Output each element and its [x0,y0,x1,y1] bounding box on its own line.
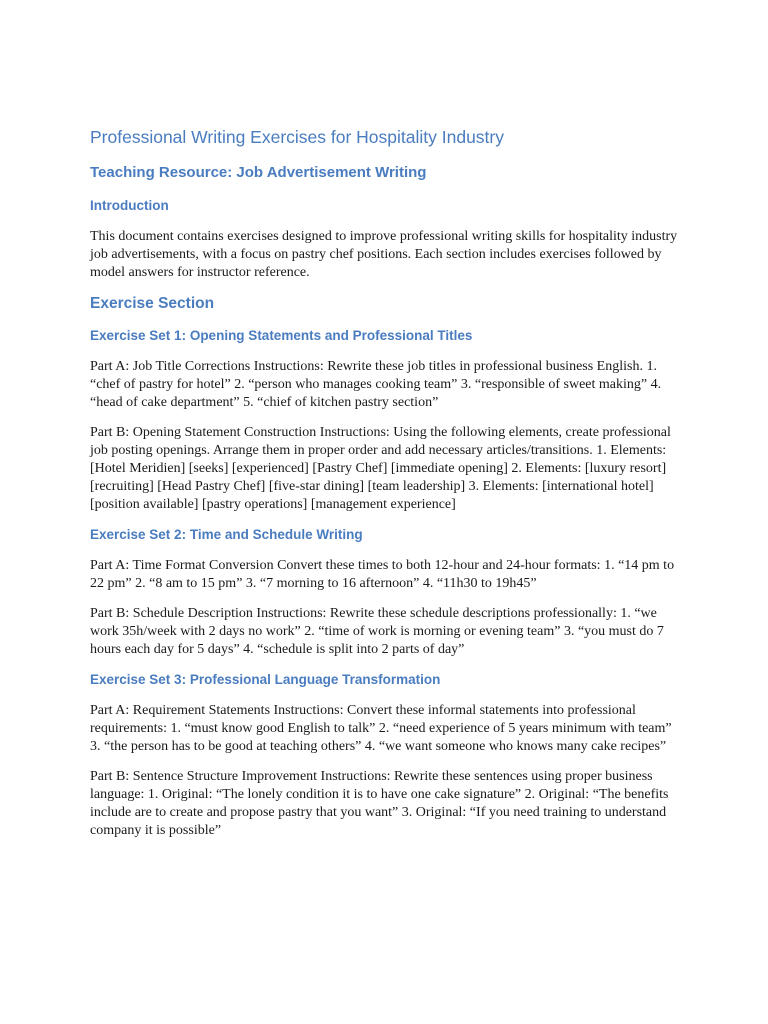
exercise-set-3-part-b: Part B: Sentence Structure Improvement Instructions: Rewrite these sentences using proper business language: 1. Original: “The lonely condition it is to have one cake signature” 2. Original: “The benefits include are to create and propose pastry that you want” 3. Original: “If you need training to understand company it is possible” [90,769,669,838]
document-title: Professional Writing Exercises for Hospitality Industry [90,127,504,147]
exercise-set-1-part-b: Part B: Opening Statement Construction Instructions: Using the following elements, create professional job posting openings. Arrange them in proper order and add necessary articles/transitions. 1. Elements: [Hotel Meridien] [seeks] [experienced] [Pastry Chef] [immediate opening] 2. Elements: [luxury resort] [recruiting] [Head Pastry Chef] [five-star dining] [team leadership] 3. Elements: [international hotel] [position available] [pastry operations] [management experience] [90,425,671,512]
exercise-set-3-heading: Exercise Set 3: Professional Language Transformation [90,672,441,687]
exercise-section-heading: Exercise Section [90,295,215,312]
exercise-set-1-heading: Exercise Set 1: Opening Statements and Professional Titles [90,328,473,343]
exercise-set-3-part-a: Part A: Requirement Statements Instructions: Convert these informal statements into professional requirements: 1. “must know good English to talk” 2. “need experience of 5 years minimum with team” 3. “the person has to be good at teaching others” 4. “we want someone who knows many cake recipes” [90,703,672,754]
introduction-heading: Introduction [90,198,169,213]
document-subtitle: Teaching Resource: Job Advertisement Writing [90,164,427,181]
exercise-set-1-part-a: Part A: Job Title Corrections Instructions: Rewrite these job titles in professional business English. 1. “chef of pastry for hotel” 2. “person who manages cooking team” 3. “responsible of sweet making” 4. “head of cake department” 5. “chief of kitchen pastry section” [90,359,662,410]
exercise-set-2-part-b: Part B: Schedule Description Instructions: Rewrite these schedule descriptions professionally: 1. “we work 35h/week with 2 days no work” 2. “time of work is morning or evening team” 3. “you must do 7 hours each day for 5 days” 4. “schedule is split into 2 parts of day” [90,606,664,657]
exercise-set-2-heading: Exercise Set 2: Time and Schedule Writing [90,527,363,542]
exercise-set-2-part-a: Part A: Time Format Conversion Convert these times to both 12-hour and 24-hour formats: 1. “14 pm to 22 pm” 2. “8 am to 15 pm” 3. “7 morning to 16 afternoon” 4. “11h30 to 19h45” [90,558,675,591]
document-page [90,126,682,852]
introduction-paragraph: This document contains exercises designed to improve professional writing skills for hospitality industry job advertisements, with a focus on pastry chef positions. Each section includes exercises followed by model answers for instructor reference. [90,229,678,280]
